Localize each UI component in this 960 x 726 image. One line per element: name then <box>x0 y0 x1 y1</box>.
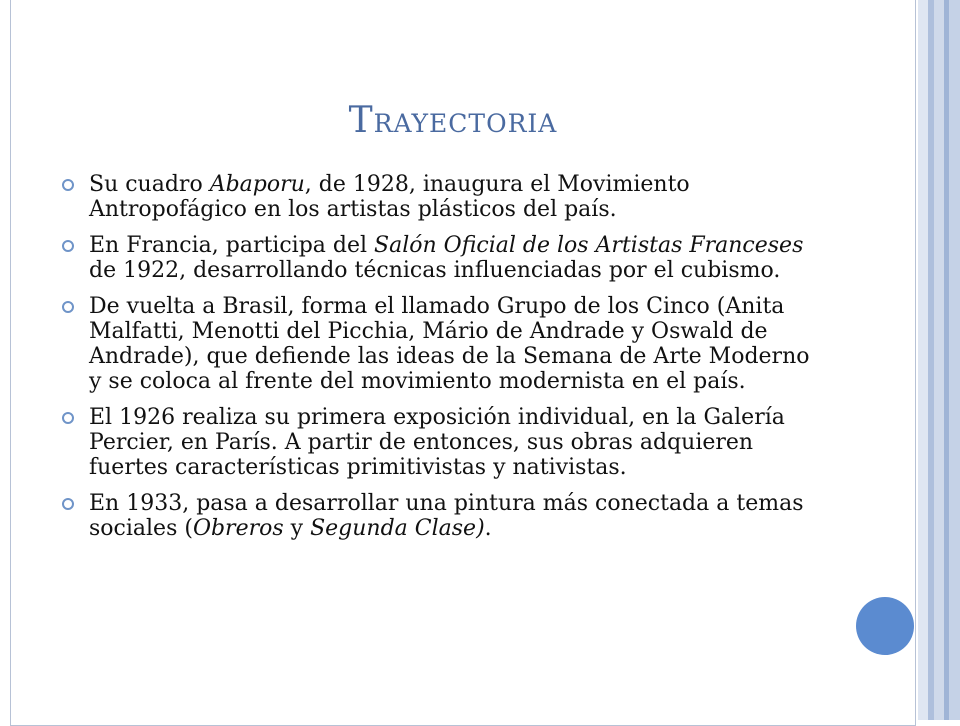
bullet-marker-icon <box>62 498 74 510</box>
side-stripe <box>934 0 944 720</box>
bullet-item: En 1933, pasa a desarrollar una pintura más conectada a temas sociales (Obreros y Segunda Clase). <box>62 491 822 541</box>
bullet-item: El 1926 realiza su primera exposición individual, en la Galería Percier, en París. A partir de entonces, sus obras adquieren fuertes características primitivistas y nativistas. <box>62 405 822 480</box>
bullet-list <box>62 172 822 552</box>
bullet-item: Su cuadro Abaporu, de 1928, inaugura el Movimiento Antropofágico en los artistas plásticos del país. <box>62 172 822 222</box>
bullet-marker-icon <box>62 301 74 313</box>
bullet-item: En Francia, participa del Salón Oficial de los Artistas Franceses de 1922, desarrollando técnicas influenciadas por el cubismo. <box>62 233 822 283</box>
slide-title: Trayectoria <box>348 100 558 141</box>
bullet-marker-icon <box>62 179 74 191</box>
side-stripe <box>949 0 960 720</box>
bullet-item: De vuelta a Brasil, forma el llamado Grupo de los Cinco (Anita Malfatti, Menotti del Picchia, Mário de Andrade y Oswald de Andrade), que defiende las ideas de la Semana de Arte Moderno y se coloca al frente del movimiento modernista en el país. <box>62 294 822 394</box>
decorative-circle-icon <box>856 597 914 655</box>
bullet-marker-icon <box>62 412 74 424</box>
side-stripe <box>918 0 928 720</box>
bullet-marker-icon <box>62 240 74 252</box>
